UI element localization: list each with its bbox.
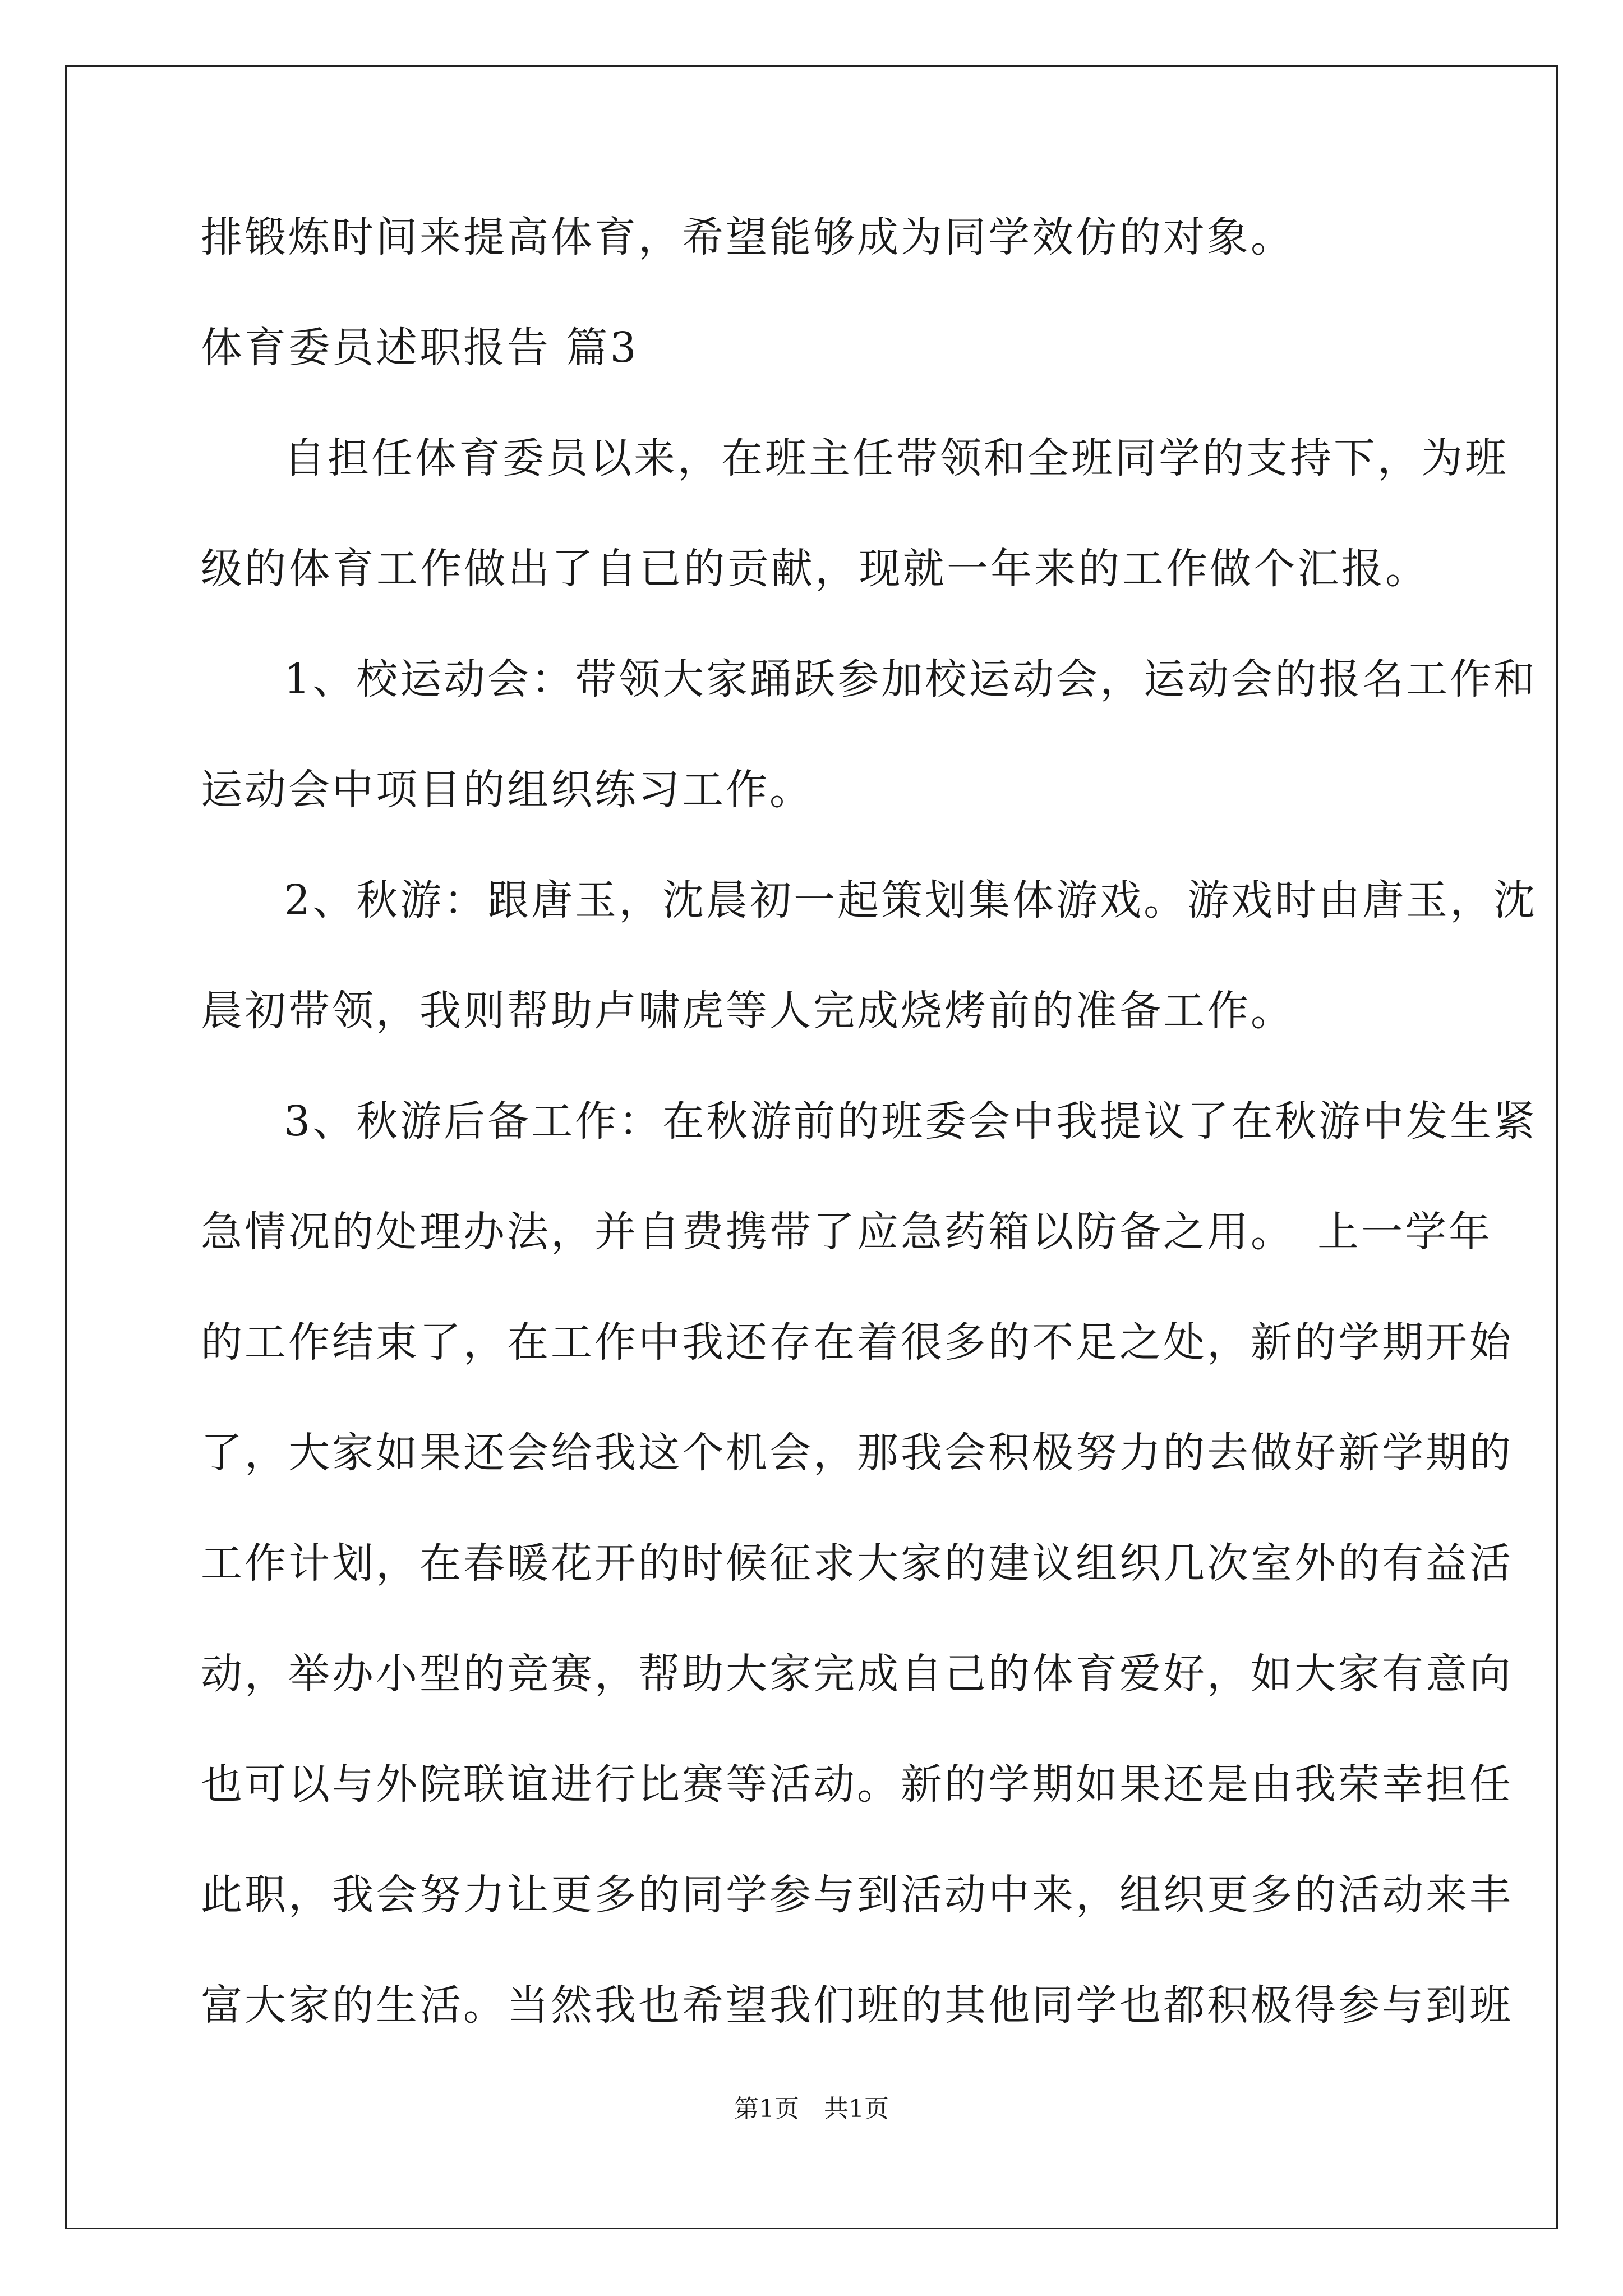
body-line: 级的体育工作做出了自已的贡献，现就一年来的工作做个汇报。 xyxy=(201,545,1429,593)
body-line: 此职，我会努力让更多的同学参与到活动中来，组织更多的活动来丰 xyxy=(201,1871,1513,1919)
body-line: 1、校运动会：带领大家踊跃参加校运动会，运动会的报名工作和 xyxy=(284,655,1538,703)
body-line: 排锻炼时间来提高体育，希望能够成为同学效仿的对象。 xyxy=(201,213,1294,261)
body-line: 自担任体育委员以来，在班主任带领和全班同学的支持下，为班 xyxy=(284,434,1509,482)
body-line: 也可以与外院联谊进行比赛等活动。新的学期如果还是由我荣幸担任 xyxy=(201,1760,1513,1809)
section-heading: 体育委员述职报告 篇3 xyxy=(201,324,639,372)
body-line: 晨初带领，我则帮助卢啸虎等人完成烧烤前的准备工作。 xyxy=(201,987,1294,1035)
body-line: 运动会中项目的组织练习工作。 xyxy=(201,766,813,814)
body-line: 的工作结束了，在工作中我还存在着很多的不足之处，新的学期开始 xyxy=(201,1318,1513,1366)
body-line: 富大家的生活。当然我也希望我们班的其他同学也都积极得参与到班 xyxy=(201,1981,1513,2030)
body-line: 动，举办小型的竞赛，帮助大家完成自己的体育爱好，如大家有意向 xyxy=(201,1650,1513,1698)
body-line: 急情况的处理办法，并自费携带了应急药箱以防备之用。 上一学年 xyxy=(201,1208,1492,1256)
page-number-footer: 第1页 共1页 xyxy=(734,2095,889,2123)
body-line: 2、秋游：跟唐玉，沈晨初一起策划集体游戏。游戏时由唐玉，沈 xyxy=(284,876,1538,924)
body-line: 工作计划，在春暖花开的时候征求大家的建议组织几次室外的有益活 xyxy=(201,1539,1513,1588)
body-line: 3、秋游后备工作：在秋游前的班委会中我提议了在秋游中发生紧 xyxy=(284,1097,1538,1145)
body-line: 了，大家如果还会给我这个机会，那我会积极努力的去做好新学期的 xyxy=(201,1429,1513,1477)
